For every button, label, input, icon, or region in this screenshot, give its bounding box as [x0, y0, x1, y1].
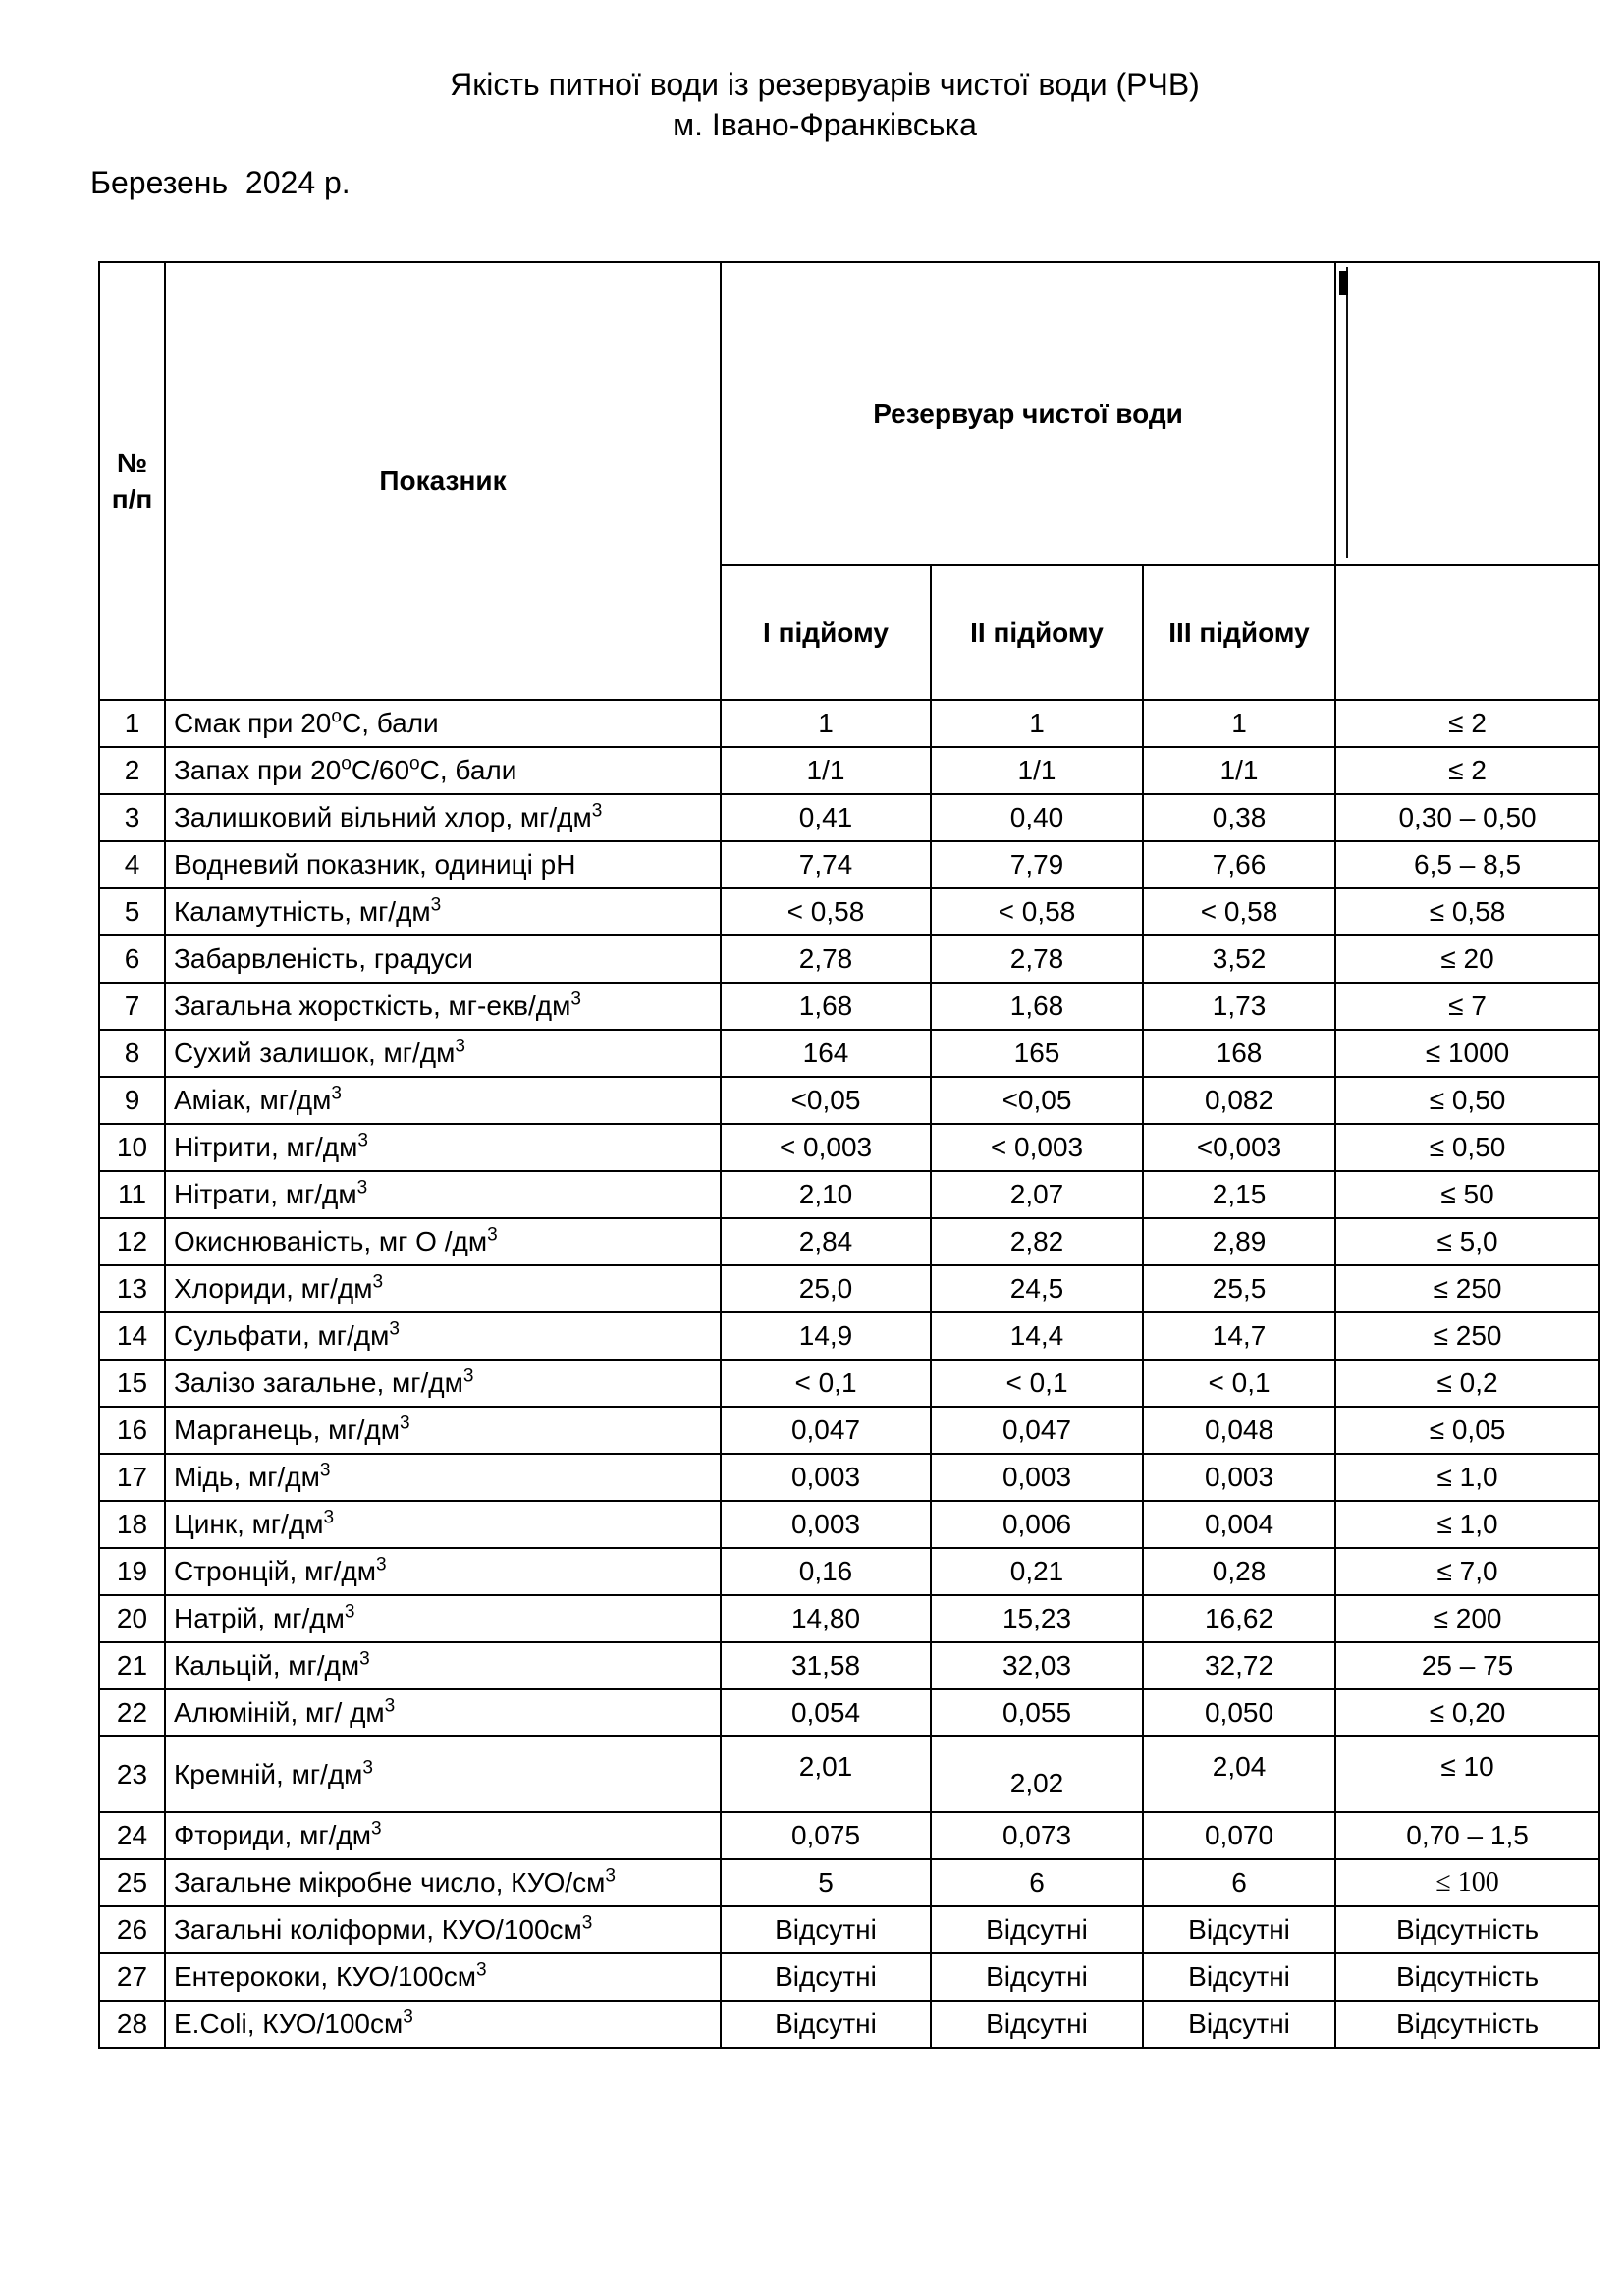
value-lift3-cell: 0,070: [1143, 1812, 1335, 1859]
value-lift1-cell: 0,054: [721, 1689, 931, 1736]
value-lift2-cell: 1: [931, 700, 1143, 747]
norm-value-cell: ≤ 2: [1335, 747, 1599, 794]
norm-value-cell: ≤ 5,0: [1335, 1218, 1599, 1265]
indicator-name-cell: Кремній, $мг/дм^3$: [165, 1736, 721, 1812]
value-lift3-cell: 25,5: [1143, 1265, 1335, 1312]
table-row: [99, 1736, 1599, 1812]
value-lift2-cell: 6: [931, 1859, 1143, 1906]
water-quality-table: [98, 261, 1600, 2049]
value-lift1-cell: 0,075: [721, 1812, 931, 1859]
table-row: [99, 747, 1599, 794]
table-row: [99, 1454, 1599, 1501]
table-row: [99, 1689, 1599, 1736]
norm-value-cell: 0,30 – 0,50: [1335, 794, 1599, 841]
indicator-name-cell: Марганець, $мг/дм^3$: [165, 1407, 721, 1454]
table-row: [99, 700, 1599, 747]
indicator-name-cell: Загальне мікробне число, КУО/$см^3$: [165, 1859, 721, 1906]
value-lift3-cell: 0,28: [1143, 1548, 1335, 1595]
norm-value-cell: ≤ 1,0: [1335, 1501, 1599, 1548]
indicator-name-cell: Хлориди, $мг/дм^3$: [165, 1265, 721, 1312]
row-number-cell: 4: [99, 841, 165, 888]
value-lift1-cell: <0,05: [721, 1077, 931, 1124]
norm-value-cell: ≤ 250: [1335, 1312, 1599, 1360]
norm-value-cell: Відсутність: [1335, 2001, 1599, 2048]
norm-value-cell: ≤ 200: [1335, 1595, 1599, 1642]
value-lift1-cell: 14,80: [721, 1595, 931, 1642]
norm-value-cell: ≤ 0,2: [1335, 1360, 1599, 1407]
value-lift3-cell: 2,89: [1143, 1218, 1335, 1265]
table-row: [99, 1501, 1599, 1548]
value-lift1-cell: < 0,003: [721, 1124, 931, 1171]
table-row: [99, 1312, 1599, 1360]
value-lift3-cell: 1/1: [1143, 747, 1335, 794]
table-row: [99, 1812, 1599, 1859]
row-number-cell: 3: [99, 794, 165, 841]
norm-value-cell: Відсутність: [1335, 1953, 1599, 2001]
value-lift1-cell: 31,58: [721, 1642, 931, 1689]
col-header-lift3: ІІІ підйому: [1143, 565, 1335, 700]
table-row: [99, 794, 1599, 841]
indicator-name-cell: Ентерококи, КУО/$100см^3$: [165, 1953, 721, 2001]
indicator-name-cell: Нітрати, $мг/дм^3$: [165, 1171, 721, 1218]
value-lift3-cell: 2,04: [1143, 1736, 1335, 1812]
value-lift2-cell: 24,5: [931, 1265, 1143, 1312]
row-number-cell: 12: [99, 1218, 165, 1265]
value-lift3-cell: 3,52: [1143, 935, 1335, 983]
row-number-cell: 21: [99, 1642, 165, 1689]
value-lift2-cell: <0,05: [931, 1077, 1143, 1124]
value-lift3-cell: Відсутні: [1143, 1906, 1335, 1953]
norm-value-cell: ≤ 7,0: [1335, 1548, 1599, 1595]
col-header-reservoir-group: Резервуар чистої води: [721, 262, 1335, 565]
value-lift1-cell: 0,003: [721, 1454, 931, 1501]
period-label: Березень 2024 р.: [90, 165, 351, 200]
indicator-name-cell: Окиснюваність, мг О $/дм^3$: [165, 1218, 721, 1265]
row-number-cell: 23: [99, 1736, 165, 1812]
norm-value-cell: ≤ 0,20: [1335, 1689, 1599, 1736]
row-number-cell: 1: [99, 700, 165, 747]
norm-value-cell: 0,70 – 1,5: [1335, 1812, 1599, 1859]
row-number-cell: 17: [99, 1454, 165, 1501]
table-row: [99, 1265, 1599, 1312]
row-number-cell: 19: [99, 1548, 165, 1595]
table-row: [99, 1548, 1599, 1595]
indicator-name-cell: Натрій, $мг/дм^3$: [165, 1595, 721, 1642]
row-number-cell: 6: [99, 935, 165, 983]
row-number-cell: 20: [99, 1595, 165, 1642]
indicator-name-cell: Сухий залишок, $мг/дм^3$: [165, 1030, 721, 1077]
table-row: [99, 1906, 1599, 1953]
value-lift1-cell: 0,047: [721, 1407, 931, 1454]
value-lift2-cell: < 0,003: [931, 1124, 1143, 1171]
value-lift2-cell: 15,23: [931, 1595, 1143, 1642]
col-header-indicator: Показник: [165, 262, 721, 700]
value-lift1-cell: 0,003: [721, 1501, 931, 1548]
value-lift3-cell: 0,050: [1143, 1689, 1335, 1736]
value-lift3-cell: 168: [1143, 1030, 1335, 1077]
norm-value-cell: ≤ 1,0: [1335, 1454, 1599, 1501]
row-number-cell: 10: [99, 1124, 165, 1171]
value-lift1-cell: 2,78: [721, 935, 931, 983]
value-lift2-cell: Відсутні: [931, 1906, 1143, 1953]
value-lift3-cell: 1: [1143, 700, 1335, 747]
table-row: [99, 935, 1599, 983]
table-row: [99, 1953, 1599, 2001]
row-number-cell: 28: [99, 2001, 165, 2048]
value-lift2-cell: 0,003: [931, 1454, 1143, 1501]
table-row: [99, 1077, 1599, 1124]
value-lift2-cell: 2,78: [931, 935, 1143, 983]
norm-value-cell: ≤ 1000: [1335, 1030, 1599, 1077]
value-lift1-cell: 0,41: [721, 794, 931, 841]
norm-value-cell: ≤ 0,50: [1335, 1077, 1599, 1124]
value-lift2-cell: 0,40: [931, 794, 1143, 841]
value-lift1-cell: 2,10: [721, 1171, 931, 1218]
norm-value-cell: ≤ 0,58: [1335, 888, 1599, 935]
value-lift2-cell: 165: [931, 1030, 1143, 1077]
table-row: [99, 1030, 1599, 1077]
scan-artifact-line: [1346, 267, 1348, 558]
norm-value-cell: ≤ 10: [1335, 1736, 1599, 1812]
indicator-name-cell: Стронцій, $мг/дм^3$: [165, 1548, 721, 1595]
document-title: [39, 65, 1610, 145]
indicator-name-cell: Мідь, $мг/дм^3$: [165, 1454, 721, 1501]
value-lift1-cell: 1: [721, 700, 931, 747]
indicator-name-cell: Алюміній, мг/ $дм^3$: [165, 1689, 721, 1736]
value-lift2-cell: 14,4: [931, 1312, 1143, 1360]
indicator-name-cell: E.Coli, КУО/$100см^3$: [165, 2001, 721, 2048]
row-number-cell: 24: [99, 1812, 165, 1859]
table-row: [99, 1124, 1599, 1171]
value-lift2-cell: 2,07: [931, 1171, 1143, 1218]
table-row: [99, 983, 1599, 1030]
value-lift3-cell: 0,048: [1143, 1407, 1335, 1454]
col-header-num-line2: п/п: [111, 484, 153, 514]
col-header-lift2: ІІ підйому: [931, 565, 1143, 700]
indicator-name-cell: Кальцій, $мг/дм^3$: [165, 1642, 721, 1689]
indicator-name-cell: Цинк, $мг/дм^3$: [165, 1501, 721, 1548]
value-lift3-cell: 0,082: [1143, 1077, 1335, 1124]
value-lift2-cell: 7,79: [931, 841, 1143, 888]
norm-value-cell: ≤ 2: [1335, 700, 1599, 747]
indicator-name-cell: Загальні коліформи, КУО/$100см^3$: [165, 1906, 721, 1953]
value-lift1-cell: 7,74: [721, 841, 931, 888]
table-row: [99, 888, 1599, 935]
row-number-cell: 14: [99, 1312, 165, 1360]
row-number-cell: 11: [99, 1171, 165, 1218]
norm-value-cell: Відсутність: [1335, 1906, 1599, 1953]
value-lift2-cell: Відсутні: [931, 1953, 1143, 2001]
value-lift3-cell: < 0,58: [1143, 888, 1335, 935]
norm-value-cell: 25 – 75: [1335, 1642, 1599, 1689]
value-lift1-cell: 164: [721, 1030, 931, 1077]
title-line-1: Якість питної води із резервуарів чистої води (РЧВ): [450, 67, 1200, 102]
indicator-name-cell: Водневий показник, одиниці рН: [165, 841, 721, 888]
row-number-cell: 8: [99, 1030, 165, 1077]
col-header-num-line1: №: [116, 448, 148, 478]
scan-artifact-mark: [1339, 271, 1348, 295]
norm-value-cell: ≤ 7: [1335, 983, 1599, 1030]
value-lift2-cell: 0,047: [931, 1407, 1143, 1454]
norm-value-cell: ≤ 0,05: [1335, 1407, 1599, 1454]
value-lift1-cell: Відсутні: [721, 1953, 931, 2001]
row-number-cell: 26: [99, 1906, 165, 1953]
value-lift3-cell: 0,003: [1143, 1454, 1335, 1501]
norm-value-cell: 6,5 – 8,5: [1335, 841, 1599, 888]
table-row: [99, 1642, 1599, 1689]
value-lift1-cell: Відсутні: [721, 2001, 931, 2048]
table-row: [99, 2001, 1599, 2048]
norm-value-cell: ≤ 50: [1335, 1171, 1599, 1218]
value-lift1-cell: 0,16: [721, 1548, 931, 1595]
row-number-cell: 25: [99, 1859, 165, 1906]
table-row: [99, 1407, 1599, 1454]
indicator-name-cell: Аміак, $мг/дм^3$: [165, 1077, 721, 1124]
row-number-cell: 5: [99, 888, 165, 935]
value-lift3-cell: < 0,1: [1143, 1360, 1335, 1407]
table-row: [99, 841, 1599, 888]
norm-value-cell: ≤ 100: [1335, 1859, 1599, 1906]
norm-value-cell: ≤ 20: [1335, 935, 1599, 983]
value-lift2-cell: 0,006: [931, 1501, 1143, 1548]
row-number-cell: 16: [99, 1407, 165, 1454]
row-number-cell: 22: [99, 1689, 165, 1736]
row-number-cell: 15: [99, 1360, 165, 1407]
header-row-top: [99, 262, 1599, 565]
value-lift2-cell: 0,21: [931, 1548, 1143, 1595]
value-lift2-cell: 0,055: [931, 1689, 1143, 1736]
value-lift1-cell: 1/1: [721, 747, 931, 794]
indicator-name-cell: Забарвленість, градуси: [165, 935, 721, 983]
row-number-cell: 13: [99, 1265, 165, 1312]
value-lift1-cell: 1,68: [721, 983, 931, 1030]
value-lift3-cell: Відсутні: [1143, 1953, 1335, 2001]
value-lift3-cell: Відсутні: [1143, 2001, 1335, 2048]
table-row: [99, 1859, 1599, 1906]
indicator-name-cell: Сульфати, $мг/дм^3$: [165, 1312, 721, 1360]
value-lift3-cell: 0,004: [1143, 1501, 1335, 1548]
col-header-norm-blank: [1335, 565, 1599, 700]
value-lift1-cell: < 0,58: [721, 888, 931, 935]
value-lift3-cell: 14,7: [1143, 1312, 1335, 1360]
value-lift3-cell: 16,62: [1143, 1595, 1335, 1642]
value-lift3-cell: 32,72: [1143, 1642, 1335, 1689]
col-header-num: [99, 262, 165, 700]
col-header-lift1: І підйому: [721, 565, 931, 700]
value-lift2-cell: 32,03: [931, 1642, 1143, 1689]
value-lift1-cell: < 0,1: [721, 1360, 931, 1407]
row-number-cell: 7: [99, 983, 165, 1030]
indicator-name-cell: Загальна жорсткість, $мг-екв/дм^3$: [165, 983, 721, 1030]
value-lift3-cell: 7,66: [1143, 841, 1335, 888]
value-lift3-cell: <0,003: [1143, 1124, 1335, 1171]
indicator-name-cell: Нітрити, $мг/дм^3$: [165, 1124, 721, 1171]
value-lift2-cell: 2,02: [931, 1736, 1143, 1812]
table-row: [99, 1595, 1599, 1642]
value-lift2-cell: 0,073: [931, 1812, 1143, 1859]
indicator-name-cell: Залишковий вільний хлор, $мг/дм^3$: [165, 794, 721, 841]
value-lift3-cell: 6: [1143, 1859, 1335, 1906]
value-lift1-cell: Відсутні: [721, 1906, 931, 1953]
indicator-name-cell: Каламутність, $мг/дм^3$: [165, 888, 721, 935]
indicator-name-cell: Фториди, $мг/дм^3$: [165, 1812, 721, 1859]
value-lift1-cell: 14,9: [721, 1312, 931, 1360]
table-row: [99, 1218, 1599, 1265]
value-lift1-cell: 5: [721, 1859, 931, 1906]
value-lift3-cell: 0,38: [1143, 794, 1335, 841]
value-lift1-cell: 2,01: [721, 1736, 931, 1812]
row-number-cell: 27: [99, 1953, 165, 2001]
value-lift2-cell: 1/1: [931, 747, 1143, 794]
indicator-name-cell: Запах при $20^оС/60^оС$, бали: [165, 747, 721, 794]
value-lift2-cell: 2,82: [931, 1218, 1143, 1265]
value-lift1-cell: 2,84: [721, 1218, 931, 1265]
value-lift2-cell: Відсутні: [931, 2001, 1143, 2048]
row-number-cell: 18: [99, 1501, 165, 1548]
value-lift3-cell: 1,73: [1143, 983, 1335, 1030]
col-header-norm-cropped: [1335, 262, 1599, 565]
value-lift2-cell: < 0,58: [931, 888, 1143, 935]
norm-value-cell: ≤ 0,50: [1335, 1124, 1599, 1171]
title-line-2: м. Івано-Франківська: [673, 107, 977, 142]
table-row: [99, 1360, 1599, 1407]
norm-value-cell: ≤ 250: [1335, 1265, 1599, 1312]
value-lift2-cell: 1,68: [931, 983, 1143, 1030]
indicator-name-cell: Смак при $20^оС$, бали: [165, 700, 721, 747]
row-number-cell: 9: [99, 1077, 165, 1124]
value-lift2-cell: < 0,1: [931, 1360, 1143, 1407]
row-number-cell: 2: [99, 747, 165, 794]
table-row: [99, 1171, 1599, 1218]
value-lift1-cell: 25,0: [721, 1265, 931, 1312]
value-lift3-cell: 2,15: [1143, 1171, 1335, 1218]
indicator-name-cell: Залізо загальне, $мг/дм^3$: [165, 1360, 721, 1407]
